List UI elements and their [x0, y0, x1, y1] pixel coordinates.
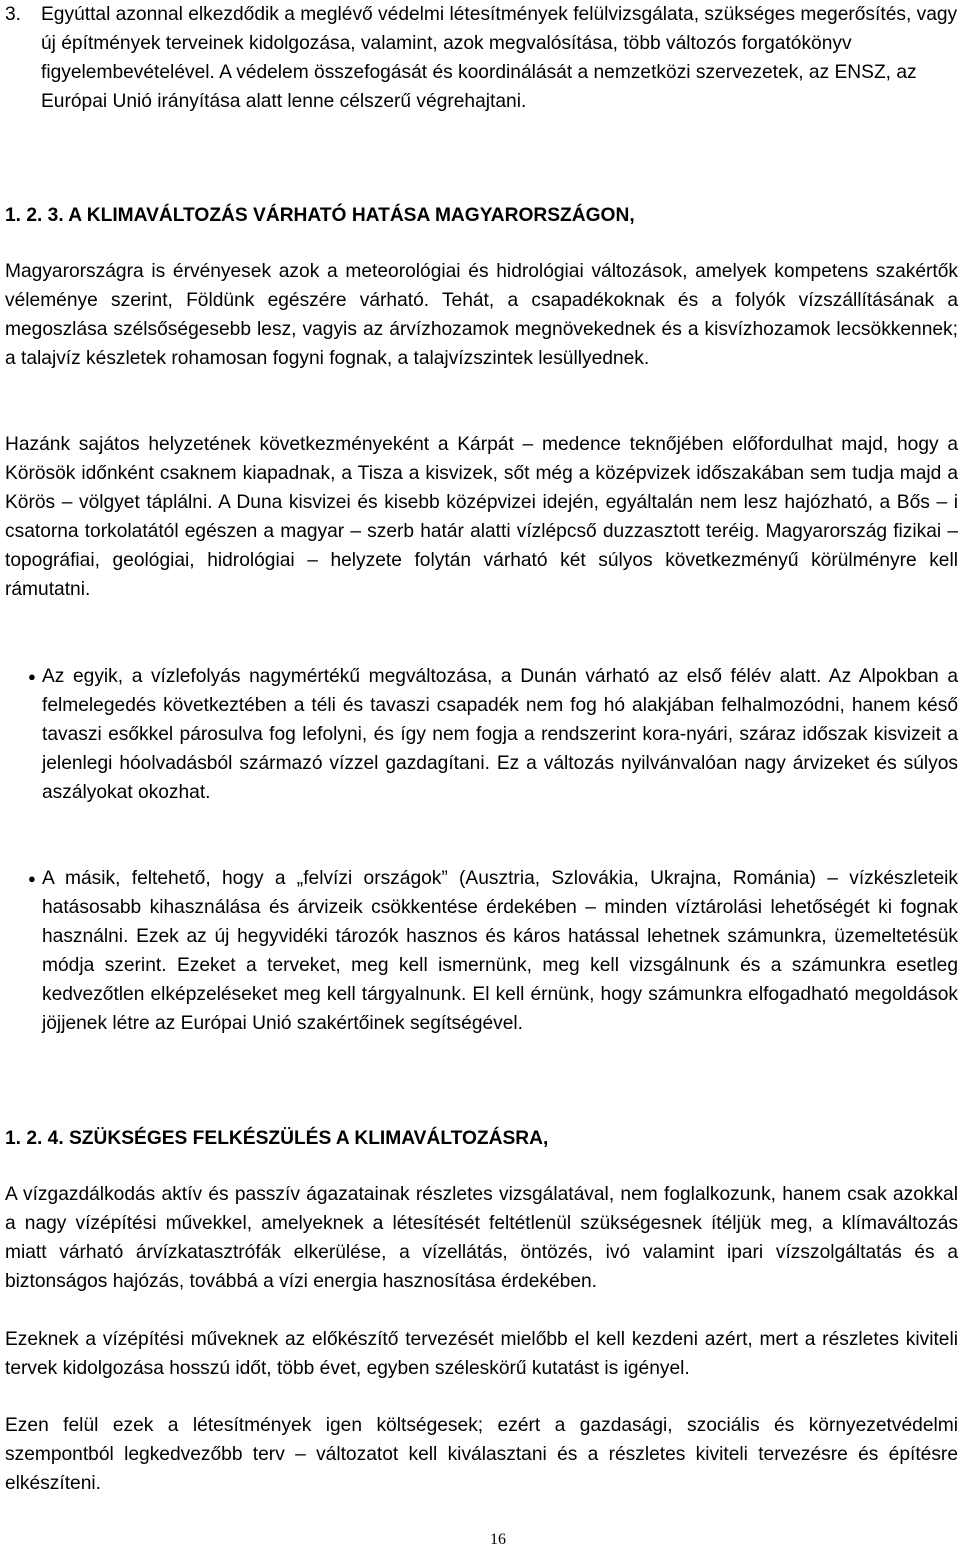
bullet-item-second [0, 864, 958, 1038]
section-heading-1-2-3: 1. 2. 3. A KLIMAVÁLTOZÁS VÁRHATÓ HATÁSA MAGYARORSZÁGON, [5, 205, 635, 226]
numbered-item-3 [5, 0, 958, 116]
item-number: 3. [5, 4, 22, 25]
paragraph-planning: Ezeknek a vízépítési műveknek az előkészítő tervezését mielőbb el kell kezdeni azért, mert a részletes kiviteli tervek kidolgozása hosszú időt, több évet, egyben széleskörű kutatást is igényel. [5, 1329, 958, 1379]
section-heading-1-2-4: 1. 2. 4. SZÜKSÉGES FELKÉSZÜLÉS A KLIMAVÁLTOZÁSRA, [5, 1128, 549, 1149]
paragraph-costs: Ezen felül ezek a létesítmények igen költségesek; ezért a gazdasági, szociális és környezetvédelmi szempontból legkedvezőbb terv – változatot kell kiválasztani és a részletes kiviteli tervezésre és építésre elkészíteni. [5, 1415, 958, 1494]
bullet-item-first [0, 662, 958, 807]
item-text: Egyúttal azonnal elkezdődik a meglévő védelmi létesítmények felülvizsgálata, szükséges megerősítés, vagy új építmények terveinek kidolgozása, valamint, azok megvalósítása, több változós forgatókönyv figyelembevételével. A védelem összefogását és koordinálását a nemzetközi szervezetek, az ENSZ, az Európai Unió irányítása alatt lenne célszerű végrehajtani. [41, 4, 958, 112]
bullet-icon: ● [28, 871, 36, 886]
bullet-icon: ● [28, 669, 36, 684]
paragraph-impact-overview: Magyarországra is érvényesek azok a meteorológiai és hidrológiai változások, amelyek kompetens szakértők véleménye szerint, Földünk egészére várható. Tehát, a csapadékoknak és a folyók vízszállításának a megoszlása szélsőségesebb lesz, vagyis az árvízhozamok megnövekednek és a kisvízhozamok lecsökkennek; a talajvíz készletek rohamosan fogyni fognak, a talajvízszintek lesüllyednek. [5, 261, 958, 369]
page-number: 16 [490, 1531, 506, 1548]
paragraph-preparation: A vízgazdálkodás aktív és passzív ágazatainak részletes vizsgálatával, nem foglalkozunk, hanem csak azokkal a nagy vízépítési művekkel, amelyeknek a létesítését feltétlenül szükségesnek ítéljük meg, a klímaváltozás miatt várható árvízkatasztrófák elkerülése, a vízellátás, öntözés, ivó valamint ipari vízszolgáltatás és a biztonságos hajózás, továbbá a vízi energia hasznosítása érdekében. [5, 1184, 958, 1292]
bullet-text: Az egyik, a vízlefolyás nagymértékű megváltozása, a Dunán várható az első félév alatt. Az Alpokban a felmelegedés következtében a téli és tavaszi csapadék nem fog hó alakjában felhalmozódni, hanem késő tavaszi esőkkel párosulva fog lefolyni, és így nem fogja a rendszerint kora-nyári, száraz időszak kisvizeit a jelenlegi hóolvadásból származó vízzel gazdagítani. Ez a változás nyilvánvalóan nagy árvizeket és súlyos aszályokat okozhat. [42, 666, 958, 803]
paragraph-hungary-situation: Hazánk sajátos helyzetének következményeként a Kárpát – medence teknőjében előfordulhat majd, hogy a Körösök időnként csaknem kiapadnak, a Tisza a kisvizek, sőt még a középvizek időszakában sem tudja majd a Körös – völgyet táplálni. A Duna kisvizei és kisebb középvizei idején, egyáltalán nem lesz hajózható, a Bős – i csatorna torkolatától egészen a magyar – szerb határ alatti vízlépcső duzzasztott teréig. Magyarország fizikai – topográfiai, geológiai, hidrológiai – helyzete folytán várható két súlyos következményű körülményre kell rámutatni. [5, 434, 958, 600]
bullet-text: A másik, feltehető, hogy a „felvízi országok” (Ausztria, Szlovákia, Ukrajna, Románia) – vízkészleteik hatásosabb kihasználása és árvizeik csökkentése érdekében – minden víztárolási lehetőségét ki fognak használni. Ezek az új hegyvidéki tározók hasznos és káros hatással lehetnek számunkra, üzemeltetésük módja szerint. Ezeket a terveket, meg kell ismernünk, meg kell vizsgálnunk és a számunkra esetleg kedvezőtlen elképzeléseket meg kell tárgyalnunk. El kell érnünk, hogy számunkra elfogadható megoldások jöjjenek létre az Európai Unió szakértőinek segítségével. [42, 868, 958, 1034]
